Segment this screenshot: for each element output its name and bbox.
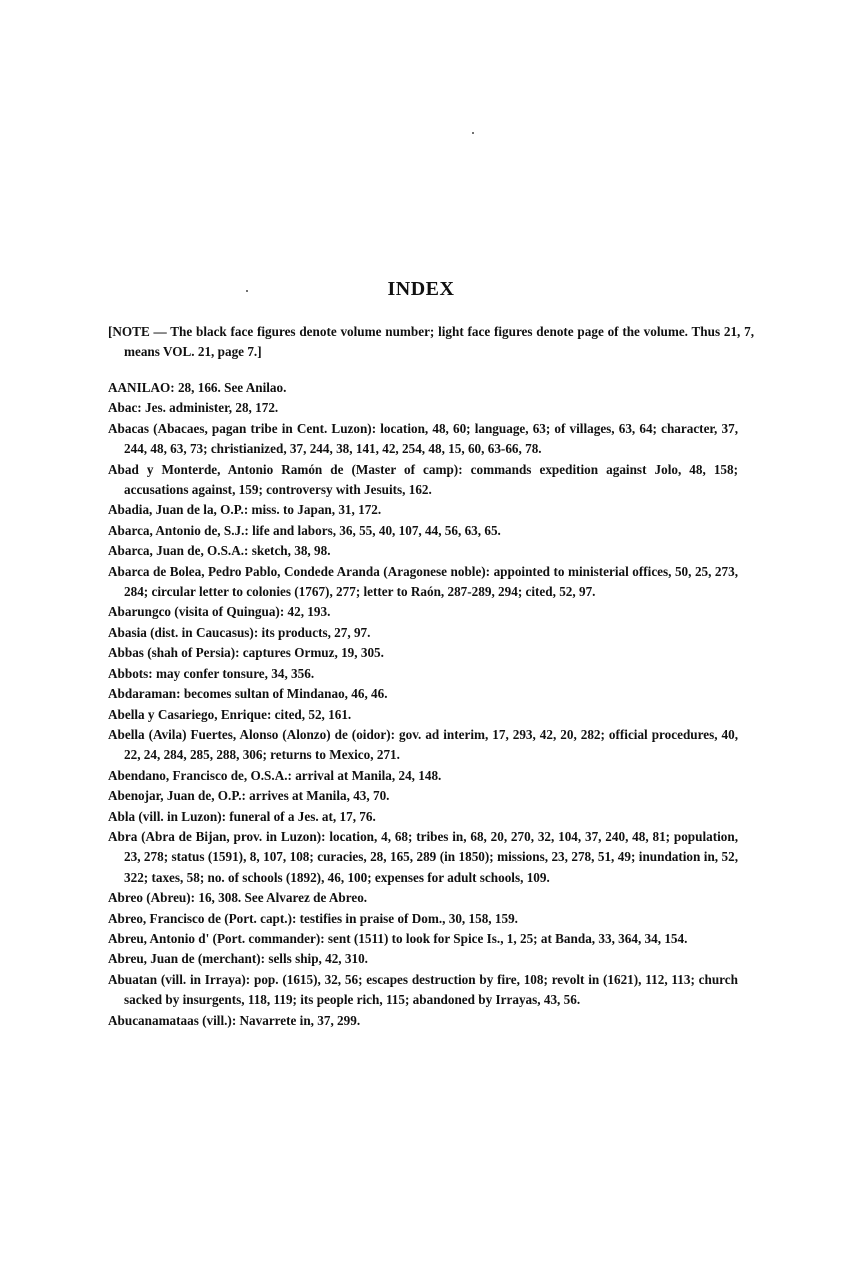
index-entry: Abella y Casariego, Enrique: cited, 52, 161. bbox=[108, 706, 352, 722]
index-entry: Abreu, Antonio d' (Port. commander): sent (1511) to look for Spice Is., 1, 25; at Banda, 33, 364, 34, 154. bbox=[108, 930, 688, 946]
index-entry: Abella (Avila) Fuertes, Alonso (Alonzo) de (oidor): gov. ad interim, 17, 293, 42, 20, 282; official procedures, 40, 22, 24, 284, 285, 288, 306; returns to Mexico, 271. bbox=[108, 726, 738, 763]
index-entry: Abacas (Abacaes, pagan tribe in Cent. Luzon): location, 48, 60; language, 63; of villages, 63, 64; character, 37, 244, 48, 63, 73; christianized, 37, 244, 38, 141, 42, 254, 48, 15, 60, 63-66, 78. bbox=[108, 420, 738, 457]
index-entry: Abendano, Francisco de, O.S.A.: arrival at Manila, 24, 148. bbox=[108, 767, 442, 783]
index-entry: Abreo (Abreu): 16, 308. See Alvarez de Abreo. bbox=[108, 890, 368, 906]
index-entry: Abenojar, Juan de, O.P.: arrives at Manila, 43, 70. bbox=[108, 788, 390, 804]
index-entry: Abucanamataas (vill.): Navarrete in, 37, 299. bbox=[108, 1012, 361, 1028]
index-entry: Abbots: may confer tonsure, 34, 356. bbox=[108, 665, 315, 681]
index-entry: Abasia (dist. in Caucasus): its products, 27, 97. bbox=[108, 624, 371, 640]
index-entry: Abdaraman: becomes sultan of Mindanao, 46, 46. bbox=[108, 686, 388, 702]
page-title: INDEX bbox=[387, 278, 455, 300]
index-entry: Abadia, Juan de la, O.P.: miss. to Japan, 31, 172. bbox=[108, 502, 382, 518]
index-entry: Abbas (shah of Persia): captures Ormuz, 19, 305. bbox=[108, 645, 384, 661]
index-note: [NOTE — The black face figures denote volume number; light face figures denote page of the volume. Thus 21, 7, means VOL. 21, page 7.] bbox=[108, 324, 754, 359]
index-entry: Abreo, Francisco de (Port. capt.): testifies in praise of Dom., 30, 158, 159. bbox=[108, 910, 518, 926]
index-entry: Abarca, Juan de, O.S.A.: sketch, 38, 98. bbox=[108, 543, 331, 559]
index-entry: Abuatan (vill. in Irraya): pop. (1615), 32, 56; escapes destruction by fire, 108; revolt in (1621), 112, 113; church sacked by insurgents, 118, 119; its people rich, 115; abandoned by Irrayas, 43, 56. bbox=[108, 971, 738, 1008]
index-entry: Abra (Abra de Bijan, prov. in Luzon): location, 4, 68; tribes in, 68, 20, 270, 32, 104, 37, 240, 48, 81; population, 23, 278; status (1591), 8, 107, 108; curacies, 28, 165, 289 (in 1850); missions, 23, 278, 51, 49; inundation in, 52, 322; taxes, 58; no. of schools (1892), 46, 100; expenses for adult schools, 109. bbox=[108, 828, 738, 885]
index-entry: Abla (vill. in Luzon): funeral of a Jes. at, 17, 76. bbox=[108, 808, 376, 824]
index-entry: Abarca, Antonio de, S.J.: life and labors, 36, 55, 40, 107, 44, 56, 63, 65. bbox=[108, 522, 501, 538]
index-entries bbox=[108, 378, 738, 1031]
index-entry: AANILAO: 28, 166. See Anilao. bbox=[108, 380, 287, 395]
index-entry: Abreu, Juan de (merchant): sells ship, 42, 310. bbox=[108, 951, 368, 967]
scan-speck bbox=[246, 290, 248, 292]
index-entry: Abarca de Bolea, Pedro Pablo, Condede Aranda (Aragonese noble): appointed to ministerial offices, 50, 25, 273, 284; circular letter to colonies (1767), 277; letter to Raón, 287-289, 294; cited, 52, 97. bbox=[108, 563, 738, 600]
index-entry: Abad y Monterde, Antonio Ramón de (Master of camp): commands expedition against Jolo, 48, 158; accusations against, 159; controversy with Jesuits, 162. bbox=[108, 461, 738, 498]
index-entry: Abac: Jes. administer, 28, 172. bbox=[108, 400, 279, 416]
index-entry: Abarungco (visita of Quingua): 42, 193. bbox=[108, 604, 331, 620]
scan-speck bbox=[472, 132, 474, 134]
